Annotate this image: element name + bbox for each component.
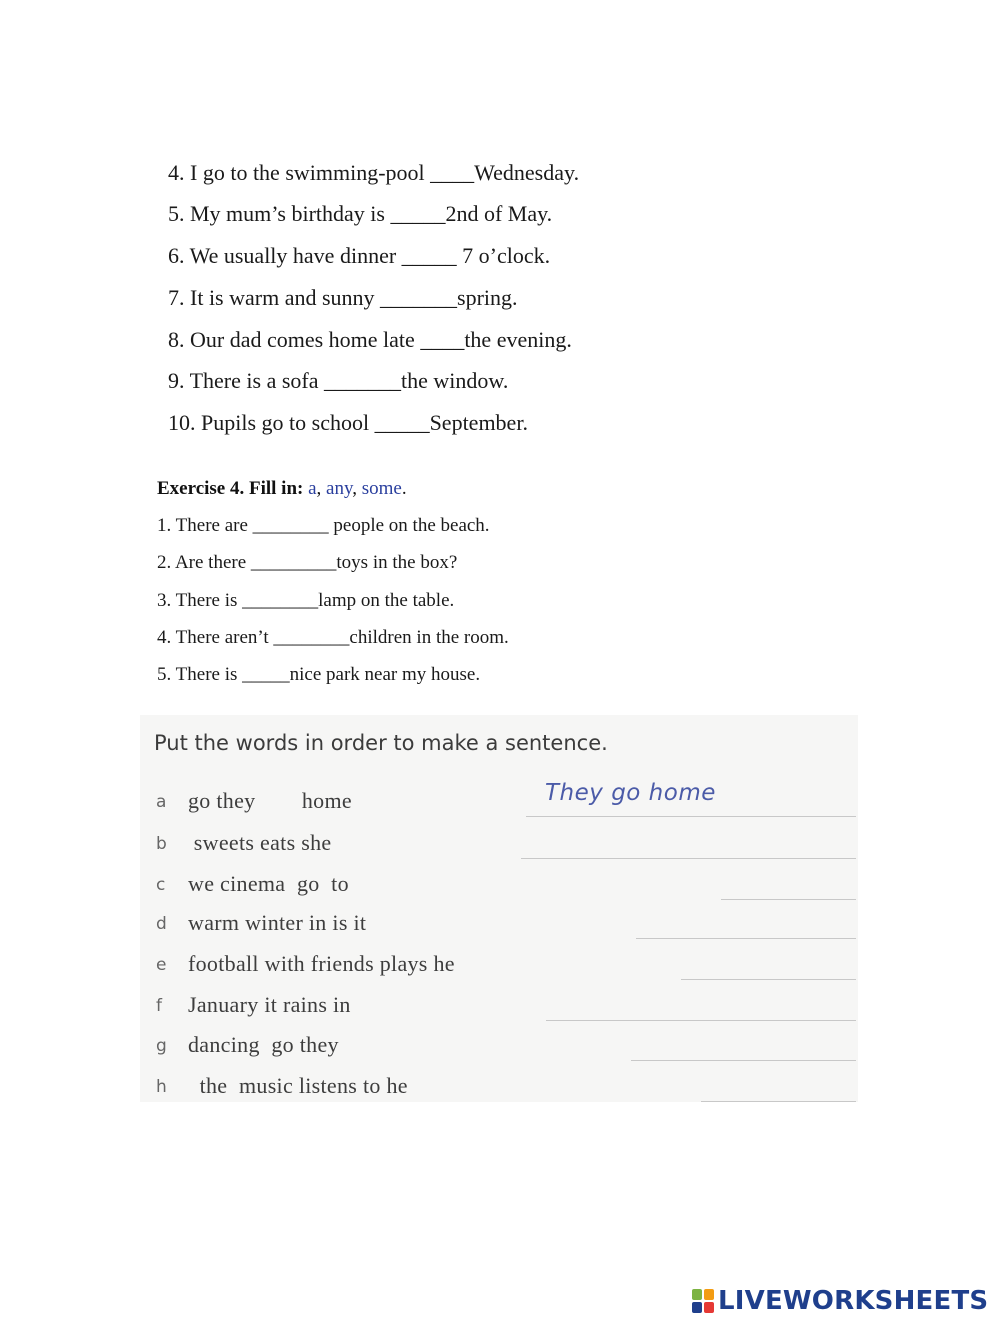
word-order-item-g [140,1032,858,1072]
word-order-item-c [140,871,858,911]
scrambled-words: warm winter in is it [188,910,367,935]
exercise-4-sentence-3: 3. There is ________lamp on the table. [157,590,455,611]
answer-line[interactable] [681,979,856,980]
answer-line[interactable] [631,1060,856,1061]
scrambled-words: dancing go they [188,1032,339,1057]
sentence-6: 6. We usually have dinner _____ 7 o’clock. [168,243,551,268]
answer-line[interactable] [526,816,856,817]
word-order-item-h [140,1073,858,1113]
answer-line[interactable] [721,899,856,900]
word-order-item-d [140,910,858,950]
answer-line[interactable] [546,1020,856,1021]
answer-line[interactable] [701,1101,856,1102]
scrambled-words: sweets eats she [188,830,332,855]
word-order-item-e [140,951,858,991]
item-letter: g [156,1036,167,1056]
sentence-8: 8. Our dad comes home late ____the evening. [168,327,572,352]
exercise-4-sentence-4: 4. There aren’t ________children in the room. [157,627,509,648]
word-order-title: Put the words in order to make a sentence. [154,731,608,755]
word-order-item-f [140,992,858,1032]
exercise-4-sentence-5: 5. There is _____nice park near my house. [157,664,481,685]
sentence-4: 4. I go to the swimming-pool ____Wednesday. [168,160,580,185]
keyword-some: some [361,478,402,499]
separator: , [316,478,322,499]
scrambled-words: January it rains in [188,992,351,1017]
liveworksheets-logo-icon [692,1289,714,1313]
exercise-4-title [157,478,407,500]
answer-line[interactable] [636,938,856,939]
exercise-4-sentence-1: 1. There are ________ people on the beach. [157,515,490,536]
separator: , [352,478,357,499]
item-letter: c [156,875,166,895]
exercise-4-sentence-2: 2. Are there _________toys in the box? [157,552,458,573]
sentence-7: 7. It is warm and sunny _______spring. [168,285,518,310]
scrambled-words: the music listens to he [188,1073,408,1098]
word-order-item-a [140,780,858,828]
item-letter: b [156,834,167,854]
scrambled-words: football with friends plays he [188,951,455,976]
liveworksheets-logo [692,1286,988,1316]
word-order-item-b [140,830,858,870]
keyword-a: a [308,478,317,499]
scrambled-words: go they home [188,788,352,813]
item-letter: h [156,1077,167,1097]
exercise-4-heading: Exercise 4. Fill in: [157,478,304,499]
sentence-10: 10. Pupils go to school _____September. [168,410,528,435]
sentence-5: 5. My mum’s birthday is _____2nd of May. [168,201,553,226]
logo-wordmark: LIVEWORKSHEETS [718,1286,989,1316]
answer-line[interactable] [521,858,856,859]
scrambled-words: we cinema go to [188,871,349,896]
item-letter: f [156,996,162,1016]
full-stop: . [401,478,407,499]
sentence-9: 9. There is a sofa _______the window. [168,368,509,393]
item-letter: a [156,792,167,812]
keyword-any: any [326,478,353,499]
item-letter: d [156,914,167,934]
handwritten-answer: They go home [545,780,716,806]
item-letter: e [156,955,167,975]
word-order-panel [140,715,858,1102]
